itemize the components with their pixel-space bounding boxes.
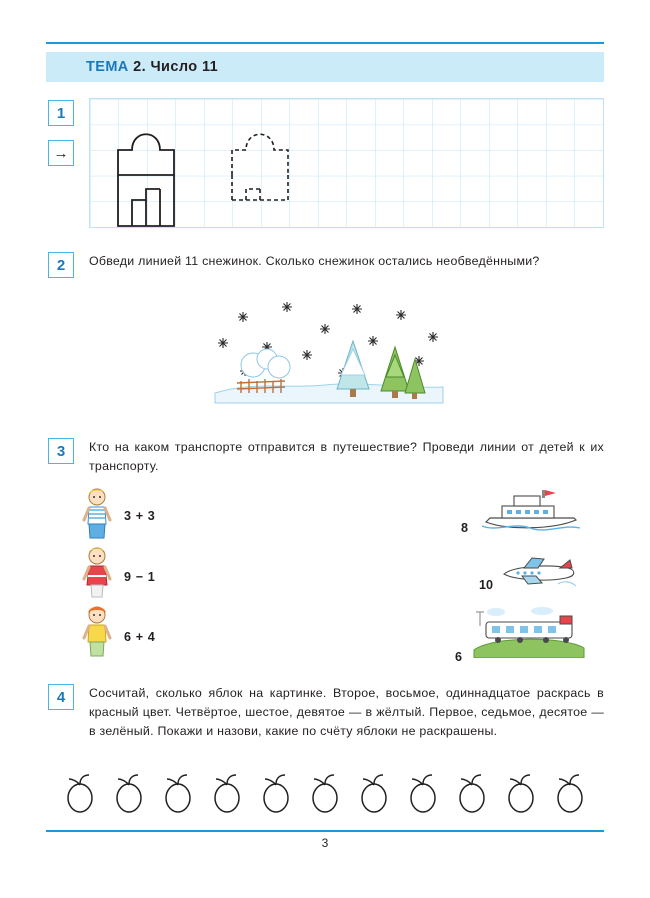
theme-text: Число 11 <box>150 59 219 75</box>
expression-1: 3 + 3 <box>124 509 156 523</box>
apples-svg <box>52 768 598 816</box>
boy-yellow-svg <box>80 604 114 658</box>
boy-blue-svg <box>80 486 114 540</box>
winter-scene-svg <box>205 285 450 405</box>
task-number-2: 2 <box>48 252 74 278</box>
theme-number: 2. <box>133 59 147 75</box>
task-2-text: Обведи линией 11 снежинок. Сколько снежинок остались необведёнными? <box>89 254 540 268</box>
task-3-text: Кто на каком транспорте отправится в путешествие? Проведи линии от детей к их транспорту. <box>89 440 604 473</box>
airplane-icon[interactable] <box>498 552 584 597</box>
page-number: 3 <box>321 836 329 850</box>
girl-red-svg <box>80 545 114 599</box>
task-4-text: Сосчитай, сколько яблок на картинке. Второе, восьмое, одиннадцатое раскрась в красный цвет. Четвёртое, шестое, девятое — в жёлтый. Первое, седьмое, десятое — в зелёный. Покажи и назови, какие по счёту яблоки не раскрашены. <box>89 686 604 738</box>
top-divider <box>46 42 604 44</box>
theme-title <box>86 59 218 75</box>
bottom-divider <box>46 830 604 832</box>
task-number-3: 3 <box>48 438 74 464</box>
theme-header-bar <box>46 52 604 82</box>
ship-svg <box>480 488 584 534</box>
vehicle-number-10: 10 <box>479 578 494 592</box>
task-number-4: 4 <box>48 684 74 710</box>
train-svg <box>472 606 586 658</box>
grid-svg <box>90 99 603 227</box>
task-2-snow-picture[interactable] <box>205 285 450 405</box>
expression-2: 9 − 1 <box>124 570 156 584</box>
ship-icon[interactable] <box>480 488 584 539</box>
expression-3: 6 + 4 <box>124 630 156 644</box>
train-icon[interactable] <box>472 606 586 663</box>
theme-label: ТЕМА <box>86 59 129 75</box>
task-1-grid[interactable] <box>89 98 604 228</box>
vehicle-number-6: 6 <box>455 650 463 664</box>
task-1-arrow-icon: → <box>48 140 74 166</box>
vehicle-number-8: 8 <box>461 521 469 535</box>
child-icon-3[interactable] <box>80 604 114 658</box>
apples-row[interactable] <box>52 768 598 816</box>
child-icon-1[interactable] <box>80 486 114 540</box>
task-number-1: 1 <box>48 100 74 126</box>
child-icon-2[interactable] <box>80 545 114 599</box>
airplane-svg <box>498 552 584 592</box>
